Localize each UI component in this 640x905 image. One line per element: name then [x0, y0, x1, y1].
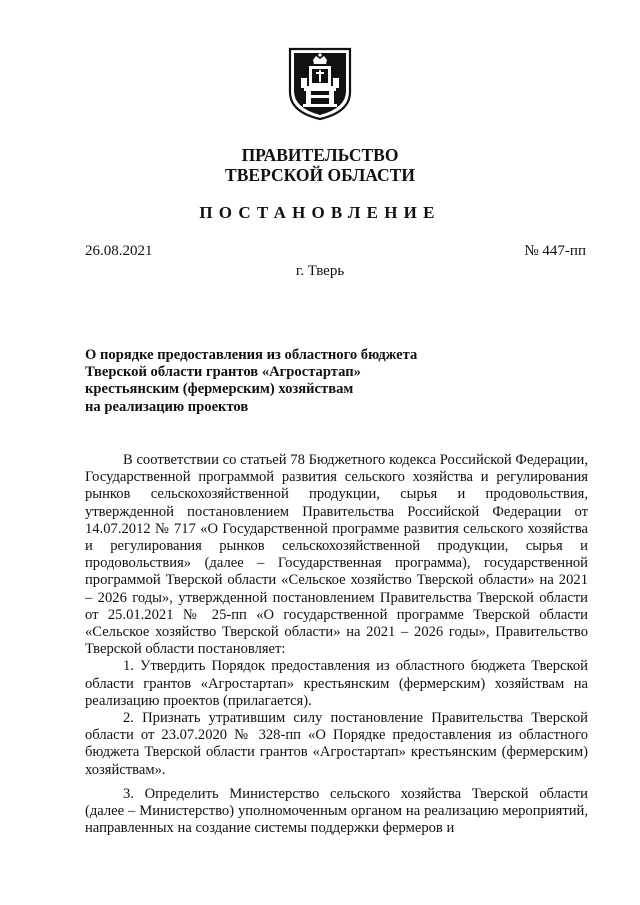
subject-line: О порядке предоставления из областного бюджета	[85, 347, 418, 363]
document-body	[85, 452, 588, 837]
clause-1: 1. Утвердить Порядок предоставления из областного бюджета Тверской области грантов «Агростартап» крестьянским (фермерским) хозяйствам на реализацию проектов (прилагается).	[85, 658, 588, 709]
subject-line: Тверской области грантов «Агростартап»	[85, 364, 361, 381]
document-number: № 447-пп	[524, 243, 586, 259]
clause-2: 2. Признать утратившим силу постановление Правительства Тверской области от 23.07.2020 № 328-пп «О Порядке предоставления из областного бюджета Тверской области грантов «Агростартап» крестьянским (фермерским) хозяйствам».	[85, 710, 588, 778]
document-subject	[85, 347, 445, 416]
tver-coat-of-arms-icon	[287, 46, 353, 122]
subject-line: на реализацию проектов	[85, 398, 249, 415]
document-type: ПОСТАНОВЛЕНИЕ	[199, 203, 441, 222]
subject-line: крестьянским (фермерским) хозяйствам	[85, 381, 354, 398]
clause-3: 3. Определить Министерство сельского хозяйства Тверской области (далее – Министерство) уполномоченным органом на реализацию мероприятий, направленных на создание системы поддержки фермеров и	[85, 785, 588, 837]
document-date: 26.08.2021	[85, 243, 153, 259]
region-title: ТВЕРСКОЙ ОБЛАСТИ	[225, 165, 415, 185]
document-city: г. Тверь	[295, 263, 345, 279]
government-title: ПРАВИТЕЛЬСТВО	[241, 145, 399, 165]
preamble-paragraph: В соответствии со статьей 78 Бюджетного кодекса Российской Федерации, Государственной программой развития сельского хозяйства и регулирования рынков сельскохозяйственной продукции, сырья и продовольствия, утвержденной постановлением Правительства Российской Федерации от 14.07.2012 № 717 «О Государственной программе развития сельского хозяйства и регулирования рынков сельскохозяйственной продукции, сырья и продовольствия» (далее – Государственная программа), государственной программой Тверской области «Сельское хозяйство Тверской области» на 2021 – 2026 годы», утвержденной постановлением Правительства Тверской области от 25.01.2021 № 25-пп «О государственной программе Тверской области «Сельское хозяйство Тверской области» на 2021 – 2026 годы», Правительство Тверской области постановляет:	[85, 452, 588, 658]
